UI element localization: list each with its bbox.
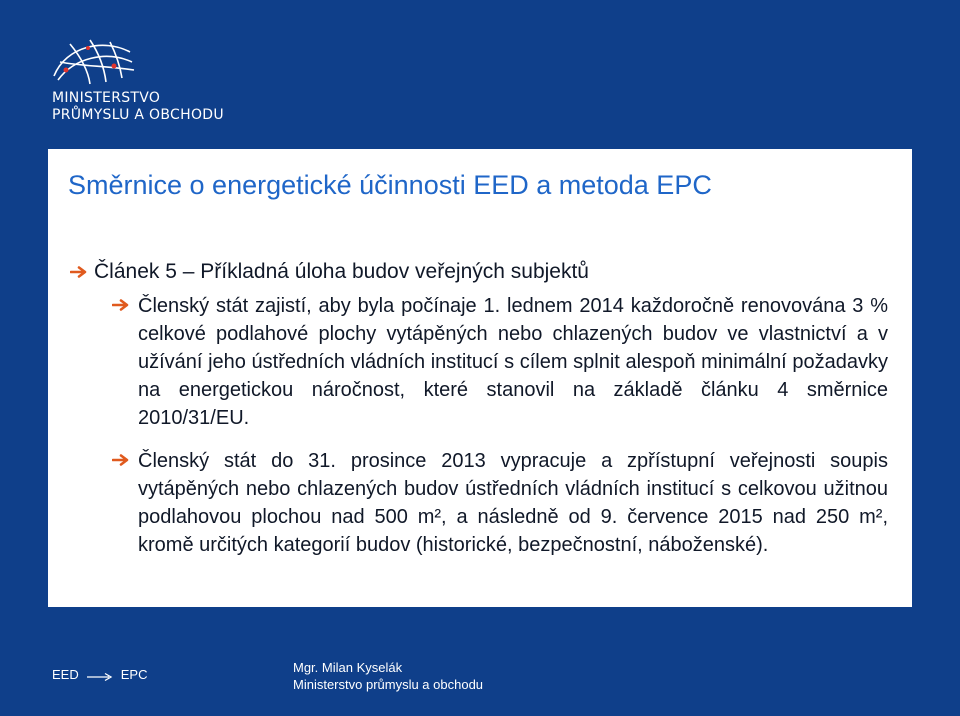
footer-to: EPC [120,667,148,682]
point-text-2: Členský stát do 31. prosince 2013 vypracuje a zpřístupní veřejnosti soupis vytápěných nebo chlazených budov ústředních vládních institucí s celkovou užitnou podlahovou plochou nad 500 m², a následně od 9. července 2015 nad 250 m², kromě určitých kategorií budov (historické, bezpečnostní, náboženské). [138,450,888,556]
footer-from: EED [52,667,79,682]
footer-organization: Ministerstvo průmyslu a obchodu [293,677,484,692]
point-item-2 [112,447,892,559]
globe-lines-icon [40,36,140,88]
point-item-1 [112,292,892,432]
arrow-bullet-icon [112,299,130,311]
slide-title: Směrnice o energetické účinnosti EED a metoda EPC [68,170,712,200]
logo-text-line1: MINISTERSTVO [52,90,161,106]
ministry-logo [40,36,260,136]
article-heading: Článek 5 – Příkladná úloha budov veřejných subjektů [94,260,589,283]
article-bullet [70,260,589,284]
footer-author-block [293,659,483,693]
point-text-1: Členský stát zajistí, aby byla počínaje 1. lednem 2014 každoročně renovována 3 % celkové podlahové plochy vytápěných nebo chlazených budov ve vlastnictví a v užívání jeho ústředních vládních institucí s cílem splnit alespoň minimální požadavky na energetickou náročnost, které stanovil na základě článku 4 směrnice 2010/31/EU. [138,295,888,429]
footer-author: Mgr. Milan Kyselák [293,660,403,675]
arrow-bullet-icon [112,454,130,466]
footer-topic [52,667,147,682]
right-arrow-icon [87,670,113,680]
logo-text-line2: PRŮMYSLU A OBCHODU [52,107,224,123]
arrow-bullet-icon [70,266,88,278]
